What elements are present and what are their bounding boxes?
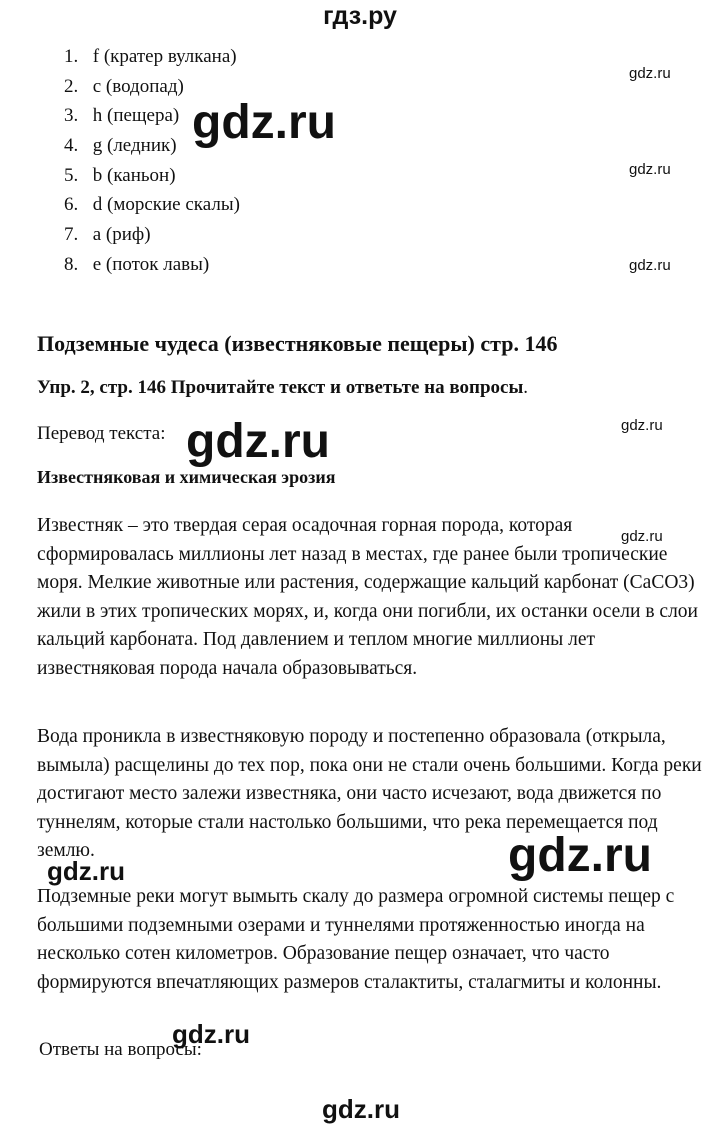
watermark: gdz.ru <box>621 528 663 545</box>
exercise-heading <box>37 377 528 399</box>
item-number: 6. <box>64 194 79 216</box>
item-text: c (водопад) <box>92 75 184 97</box>
watermark: gdz.ru <box>629 65 671 82</box>
watermark: gdz.ru <box>47 856 125 886</box>
exercise-label: Упр. 2, стр. 146 Прочитайте текст и ответьте на вопросы <box>37 377 524 398</box>
translation-label: Перевод текста: <box>37 423 166 444</box>
list-item <box>64 161 240 191</box>
item-number: 8. <box>64 253 79 275</box>
site-header: гдз.ру <box>323 2 397 30</box>
item-text: e (поток лавы) <box>92 253 210 275</box>
item-number: 7. <box>64 224 79 246</box>
list-item <box>64 220 240 250</box>
paragraph-3: Подземные реки могут вымыть скалу до размера огромной системы пещер с большими подземными озерами и туннелями протяженностью иногда на несколько сотен километров. Образование пещер означает, что часто формируются впечатляющих размеров сталактиты, сталагмиты и колонны. <box>37 886 675 993</box>
item-number: 5. <box>64 164 79 186</box>
paragraph-1: Известняк – это твердая серая осадочная горная порода, которая сформировалась миллионы лет назад в местах, где ранее были тропические моря. Мелкие животные или растения, содержащие кальций карбонат (CaCO3) жили в этих тропических морях, и, когда они погибли, их останки осели в слои кальций карбоната. Под давлением и теплом многие миллионы лет известняковая порода начала образовываться. <box>37 515 698 679</box>
watermark: gdz.ru <box>186 415 330 468</box>
answers-label: Ответы на вопросы: <box>39 1039 202 1060</box>
item-number: 2. <box>64 75 79 97</box>
item-number: 4. <box>64 135 79 157</box>
text-subheading: Известняковая и химическая эрозия <box>37 467 336 487</box>
list-item <box>64 190 240 220</box>
item-text: d (морские скалы) <box>92 194 240 216</box>
answer-list <box>64 42 240 280</box>
watermark: gdz.ru <box>172 1019 250 1049</box>
watermark: gdz.ru <box>508 829 652 882</box>
item-text: h (пещера) <box>92 105 180 127</box>
item-number: 3. <box>64 105 79 127</box>
item-number: 1. <box>64 46 79 67</box>
paragraph-2: Вода проникла в известняковую породу и постепенно образовала (открыла, вымыла) расщелины до тех пор, пока они не стали очень большими. Когда реки достигают место залежи известняка, они часто исчезают, вода движется по туннелям, которые стали настолько большими, что река перемещается под землю. <box>37 726 702 862</box>
watermark: gdz.ru <box>621 417 663 434</box>
list-item <box>64 250 240 280</box>
item-text: f (кратер вулкана) <box>92 46 237 67</box>
watermark: gdz.ru <box>629 161 671 178</box>
list-item <box>64 42 240 72</box>
watermark: gdz.ru <box>629 257 671 274</box>
exercise-trail: . <box>523 377 529 398</box>
item-text: a (риф) <box>92 224 151 246</box>
watermark: gdz.ru <box>322 1094 400 1124</box>
watermark: gdz.ru <box>192 96 336 149</box>
section-title: Подземные чудеса (известняковые пещеры) стр. 146 <box>37 331 558 356</box>
item-text: g (ледник) <box>92 135 177 157</box>
item-text: b (каньон) <box>92 164 176 186</box>
